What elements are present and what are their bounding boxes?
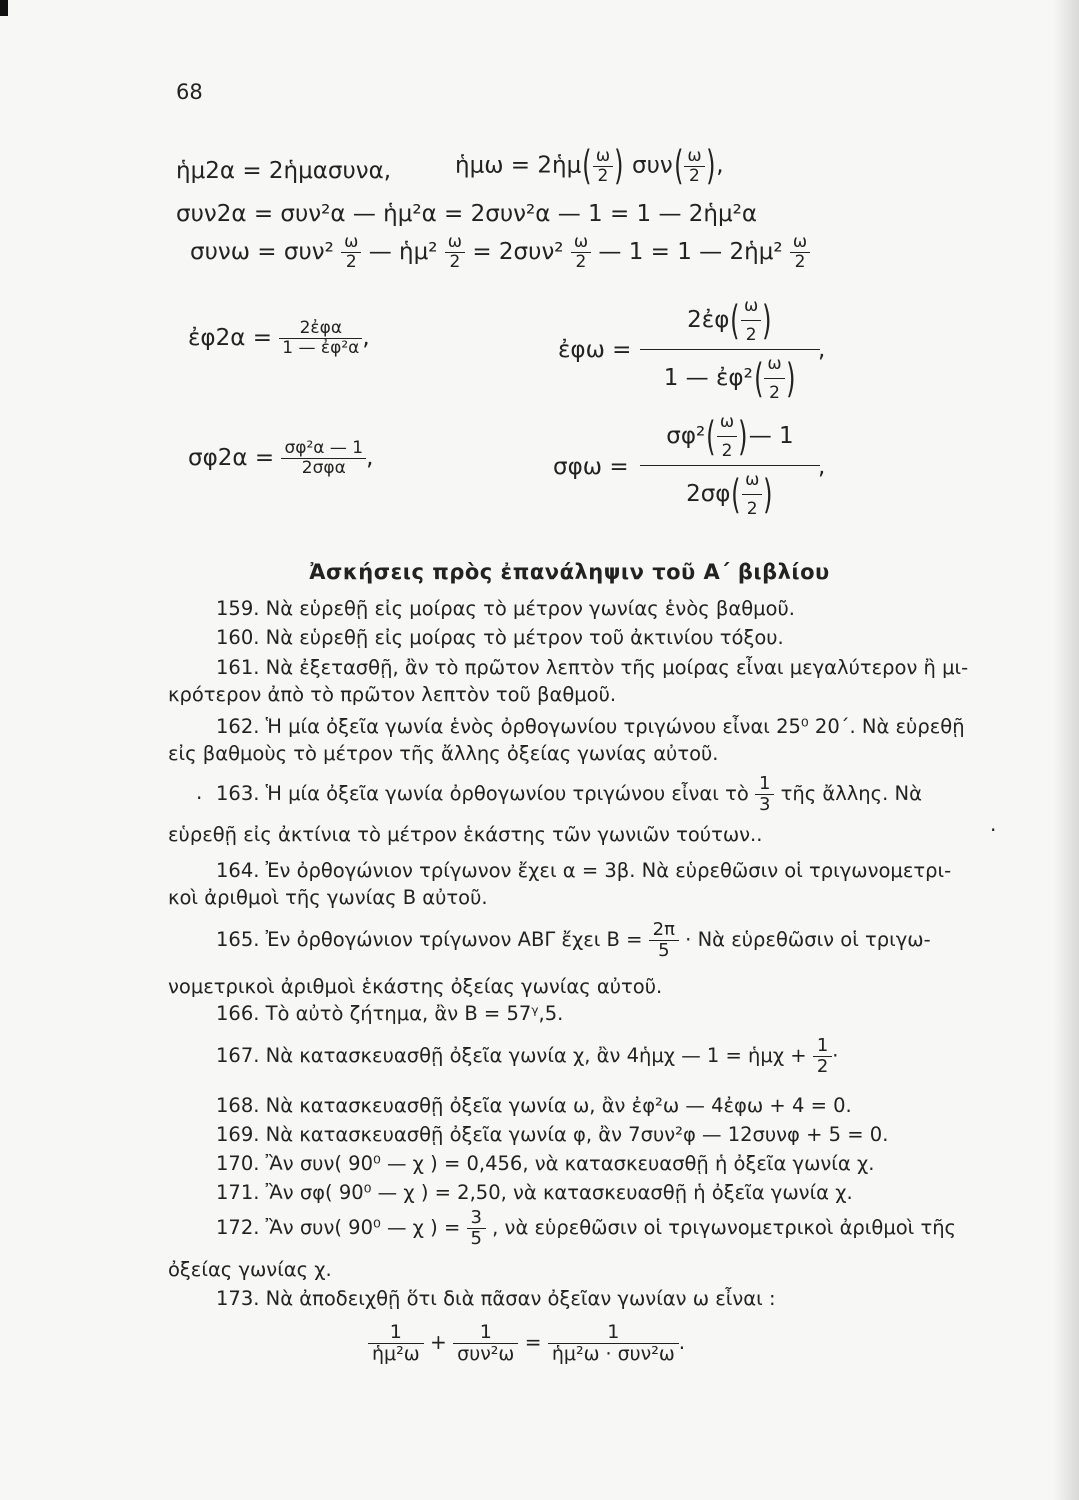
exercise-text: 170. Ἂν συν( 90⁰ — χ ) = 0,456, νὰ κατασκευασθῇ ἡ ὀξεῖα γωνία χ. bbox=[216, 1152, 875, 1175]
fraction-denominator: 2 bbox=[575, 252, 587, 272]
fraction-denominator: 2 bbox=[816, 1055, 829, 1077]
exercise-text-continued: εἰς βαθμοὺς τὸ μέτρον τῆς ἄλλης ὀξείας γωνίας αὐτοῦ. bbox=[168, 742, 719, 765]
right-paren: ) bbox=[785, 355, 796, 402]
exercise-161 bbox=[168, 654, 998, 708]
right-paren: ) bbox=[738, 413, 748, 460]
fraction-numerator: ω bbox=[571, 234, 591, 253]
fraction-numerator: ω bbox=[764, 354, 784, 379]
formula-double-tangent bbox=[188, 320, 370, 357]
exercise-170 bbox=[168, 1150, 998, 1177]
page-number: 68 bbox=[176, 80, 203, 104]
identity-fraction-2 bbox=[453, 1322, 518, 1365]
exercise-fraction bbox=[467, 1208, 486, 1249]
formula-comma: , bbox=[818, 454, 826, 480]
formula-part: 2ἐφ bbox=[687, 307, 730, 333]
tangent-half-fraction bbox=[640, 296, 820, 403]
formula-double-cosine: συν2α = συν²α — ἡμ²α = 2συν²α — 1 = 1 — 2ἡμ²α bbox=[176, 201, 758, 227]
fraction-denominator: 2 bbox=[769, 383, 780, 403]
formula-part: — 1 = 1 — 2ἡμ² bbox=[598, 239, 783, 265]
exercise-text: 168. Νὰ κατασκευασθῇ ὀξεῖα γωνία ω, ἂν ἐφ²ω — 4ἐφω + 4 = 0. bbox=[216, 1094, 852, 1117]
exercise-162 bbox=[168, 713, 998, 767]
left-paren: ( bbox=[582, 143, 592, 189]
exercise-fraction bbox=[755, 774, 774, 815]
equals-sign: = bbox=[524, 1329, 542, 1354]
fraction-numerator: 3 bbox=[467, 1208, 486, 1229]
formula-cotangent-lhs: σφω = bbox=[553, 454, 629, 480]
cotangent-half-fraction bbox=[640, 412, 820, 519]
plus-sign: + bbox=[430, 1329, 447, 1354]
formula-comma: , bbox=[818, 337, 826, 363]
formula-comma: , bbox=[362, 325, 370, 351]
exercise-173 bbox=[168, 1285, 998, 1312]
exercise-163-continued bbox=[168, 821, 998, 848]
fraction-denominator: 2 bbox=[794, 252, 806, 272]
left-paren: ( bbox=[753, 355, 764, 402]
exercise-159 bbox=[168, 595, 998, 622]
exercise-172-continued bbox=[168, 1256, 998, 1283]
exercise-text: 163. Ἡ μία ὀξεῖα γωνία ὀρθογωνίου τριγώνου εἶναι τὸ bbox=[216, 781, 749, 805]
fraction-numerator: 1 bbox=[813, 1036, 832, 1057]
half-angle-fraction bbox=[717, 412, 737, 461]
formula-cosine-half-angle bbox=[190, 234, 810, 271]
page-edge-shadow bbox=[1053, 0, 1079, 1500]
fraction-numerator: ω bbox=[717, 412, 737, 437]
fraction-denominator: 2 bbox=[745, 325, 757, 345]
formula-double-sine: ἡμ2α = 2ἡμασυνα, bbox=[176, 158, 392, 184]
formula-double-cotangent bbox=[188, 440, 373, 477]
margin-dot: · bbox=[990, 818, 997, 842]
left-paren: ( bbox=[673, 143, 684, 189]
fraction-numerator: 2ἐφα bbox=[279, 320, 362, 339]
half-angle-fraction bbox=[790, 234, 810, 271]
fraction-numerator: ω bbox=[684, 148, 704, 167]
exercise-text: 173. Νὰ ἀποδειχθῇ ὅτι διὰ πᾶσαν ὀξεῖαν γωνίαν ω εἶναι : bbox=[216, 1287, 776, 1310]
exercise-169 bbox=[168, 1121, 998, 1148]
exercise-fraction bbox=[649, 920, 679, 961]
exercise-text: τῆς ἄλλης. Νὰ bbox=[780, 781, 922, 805]
formula-sine-half-angle bbox=[455, 143, 724, 189]
half-angle-fraction bbox=[593, 145, 613, 186]
half-angle-fraction bbox=[764, 354, 784, 403]
exercise-text: 172. Ἂν συν( 90⁰ — χ ) = bbox=[216, 1215, 461, 1239]
exercise-text-continued: κρότερον ἀπὸ τὸ πρῶτον λεπτὸν τοῦ βαθμοῦ. bbox=[168, 683, 617, 706]
formula-part: 1 — ἐφ² bbox=[663, 365, 753, 391]
fraction-denominator: ἡμ²ω · συν²ω bbox=[551, 1342, 675, 1365]
fraction-denominator: 2σφα bbox=[301, 458, 346, 478]
exercise-text: 169. Νὰ κατασκευασθῇ ὀξεῖα γωνία φ, ἂν 7συν²φ — 12συνφ + 5 = 0. bbox=[216, 1123, 889, 1146]
left-paren: ( bbox=[730, 297, 740, 344]
right-paren: ) bbox=[614, 143, 624, 189]
fraction-numerator: ω bbox=[445, 234, 465, 253]
fraction-numerator bbox=[640, 296, 820, 350]
fraction-numerator: 2π bbox=[649, 920, 679, 941]
exercise-text: 159. Νὰ εὑρεθῇ εἰς μοίρας τὸ μέτρον γωνίας ἑνὸς βαθμοῦ. bbox=[216, 597, 795, 620]
exercise-text: 160. Νὰ εὑρεθῇ εἰς μοίρας τὸ μέτρον τοῦ ἀκτινίου τόξου. bbox=[216, 626, 784, 649]
formula-lhs: ἐφ2α = bbox=[188, 325, 272, 351]
fraction-numerator: ω bbox=[593, 148, 613, 167]
exercise-fraction bbox=[813, 1036, 832, 1077]
exercise-text: 162. Ἡ μία ὀξεῖα γωνία ἑνὸς ὀρθογωνίου τριγώνου εἶναι 25⁰ 20΄. Νὰ εὑρεθῇ bbox=[216, 715, 965, 738]
fraction-numerator bbox=[640, 412, 820, 466]
formula-lhs: σφ2α = bbox=[188, 445, 275, 471]
fraction-numerator: σφ²α — 1 bbox=[281, 440, 366, 459]
exercise-text: · Νὰ εὑρεθῶσιν οἱ τριγω- bbox=[685, 927, 931, 951]
fraction-denominator: συν²ω bbox=[457, 1342, 515, 1365]
fraction-denominator: 2 bbox=[597, 165, 609, 186]
exercise-165 bbox=[168, 920, 998, 961]
fraction-denominator: 2 bbox=[721, 441, 733, 461]
margin-dot: · bbox=[196, 786, 203, 810]
formula-part: = 2συν² bbox=[472, 239, 564, 265]
fraction-denominator bbox=[640, 466, 820, 519]
exercise-171 bbox=[168, 1179, 998, 1206]
exercise-164 bbox=[168, 857, 998, 911]
left-paren: ( bbox=[706, 413, 716, 460]
fraction-numerator: 1 bbox=[368, 1322, 424, 1344]
formula-comma: , bbox=[366, 445, 374, 471]
left-paren: ( bbox=[731, 471, 741, 518]
exercise-166 bbox=[168, 1000, 998, 1027]
fraction-denominator: 1 — ἐφ²α bbox=[282, 338, 360, 358]
fraction-denominator: 5 bbox=[470, 1227, 482, 1249]
exercise-text: 171. Ἂν σφ( 90⁰ — χ ) = 2,50, νὰ κατασκευασθῇ ἡ ὀξεῖα γωνία χ. bbox=[216, 1181, 853, 1204]
half-angle-fraction bbox=[445, 234, 465, 271]
fraction-denominator: 3 bbox=[758, 793, 771, 815]
exercise-text-continued: νομετρικοὶ ἀριθμοὶ ἑκάστης ὀξείας γωνίας αὐτοῦ. bbox=[168, 975, 663, 998]
fraction-denominator: 2 bbox=[689, 165, 700, 186]
fraction-denominator bbox=[640, 350, 820, 403]
fraction-numerator: ω bbox=[742, 470, 762, 495]
formula-sine-half-prefix: ἡμω = 2ἡμ bbox=[455, 152, 582, 179]
formula-part: — ἡμ² bbox=[368, 239, 438, 265]
fraction-numerator: 1 bbox=[453, 1322, 518, 1344]
formula-part: σφ² bbox=[666, 423, 706, 449]
right-paren: ) bbox=[705, 143, 716, 189]
formula-tangent-lhs: ἐφω = bbox=[558, 337, 632, 363]
cotangent-fraction bbox=[281, 440, 366, 477]
exercise-text: 167. Νὰ κατασκευασθῇ ὀξεῖα γωνία χ, ἂν 4ἡμχ — 1 = ἡμχ + bbox=[216, 1043, 807, 1067]
fraction-denominator: 2 bbox=[449, 252, 461, 272]
fraction-denominator: 2 bbox=[345, 252, 357, 272]
exercise-text: 161. Νὰ ἐξετασθῇ, ἂν τὸ πρῶτον λεπτὸν τῆς μοίρας εἶναι μεγαλύτερον ἢ μι- bbox=[216, 656, 969, 679]
scan-corner-mark bbox=[0, 0, 8, 16]
exercise-163 bbox=[168, 774, 998, 815]
right-paren: ) bbox=[763, 471, 773, 518]
fraction-numerator: ω bbox=[790, 234, 810, 253]
right-paren: ) bbox=[762, 297, 772, 344]
exercise-text: , νὰ εὑρεθῶσιν οἱ τριγωνομετρικοὶ ἀριθμοὶ τῆς bbox=[492, 1215, 957, 1239]
exercise-text: 166. Τὸ αὐτὸ ζήτημα, ἂν Β = 57ᵞ,5. bbox=[216, 1002, 564, 1025]
exercise-160 bbox=[168, 624, 998, 651]
exercise-172 bbox=[168, 1208, 998, 1249]
exercise-text-continued: ὀξείας γωνίας χ. bbox=[168, 1258, 332, 1281]
identity-fraction-3 bbox=[548, 1322, 679, 1365]
exercise-167 bbox=[168, 1036, 998, 1077]
fraction-numerator: 1 bbox=[548, 1322, 679, 1344]
fraction-numerator: ω bbox=[341, 234, 361, 253]
fraction-numerator: ω bbox=[741, 296, 761, 321]
identity-formula bbox=[368, 1322, 685, 1365]
exercise-165-continued bbox=[168, 973, 998, 1000]
identity-fraction-1 bbox=[368, 1322, 424, 1365]
fraction-denominator: ἡμ²ω bbox=[372, 1342, 420, 1365]
half-angle-fraction bbox=[741, 296, 761, 345]
formula-comma: , bbox=[716, 152, 724, 179]
formula-part: συνω = συν² bbox=[190, 239, 334, 265]
exercise-text: 164. Ἐν ὀρθογώνιον τρίγωνον ἔχει α = 3β. Νὰ εὑρεθῶσιν οἱ τριγωνομετρι- bbox=[216, 859, 952, 882]
fraction-numerator: 1 bbox=[755, 774, 774, 795]
formula-sine-half-mid: συν bbox=[632, 152, 673, 179]
exercise-text: 165. Ἐν ὀρθογώνιον τρίγωνον ΑΒΓ ἔχει Β = bbox=[216, 927, 643, 951]
fraction-denominator: 5 bbox=[658, 939, 670, 961]
formula-part: 2σφ bbox=[686, 481, 731, 507]
half-angle-fraction bbox=[571, 234, 591, 271]
exercise-168 bbox=[168, 1092, 998, 1119]
half-angle-fraction bbox=[341, 234, 361, 271]
period: . bbox=[678, 1329, 686, 1354]
formula-part: — 1 bbox=[748, 423, 794, 449]
exercise-text-continued: εὑρεθῇ εἰς ἀκτίνια τὸ μέτρον ἑκάστης τῶν γωνιῶν τούτων.. bbox=[168, 823, 763, 846]
half-angle-fraction bbox=[742, 470, 762, 519]
section-title: Ἀσκήσεις πρὸς ἐπανάληψιν τοῦ Α΄ βιβλίου bbox=[309, 560, 830, 584]
fraction-denominator: 2 bbox=[746, 499, 758, 519]
tangent-fraction bbox=[279, 320, 362, 357]
exercise-text: · bbox=[832, 1043, 839, 1067]
half-angle-fraction bbox=[684, 145, 704, 186]
exercise-text-continued: κοὶ ἀριθμοὶ τῆς γωνίας Β αὐτοῦ. bbox=[168, 886, 488, 909]
